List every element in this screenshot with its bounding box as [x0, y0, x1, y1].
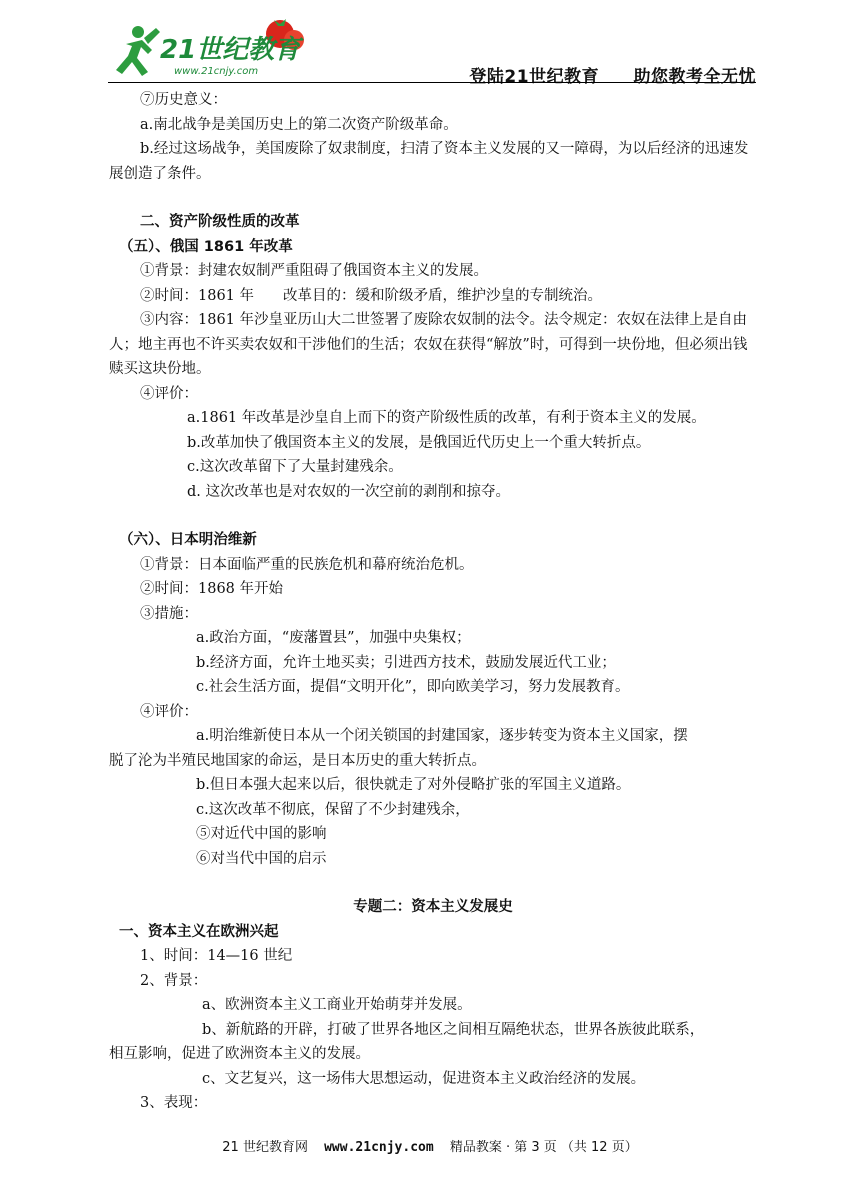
text-line: ⑦历史意义：: [140, 92, 227, 108]
text-line: 3、表现：: [140, 1095, 208, 1111]
list-item-continuation: 相互影响，促进了欧洲资本主义的发展。: [109, 1046, 370, 1062]
list-item: c.这次改革不彻底，保留了不少封建残余，: [196, 801, 470, 818]
list-item: b.经济方面，允许土地买卖；引进西方技术，鼓励发展近代工业；: [196, 654, 616, 671]
list-item: ⑥对当代中国的启示: [196, 850, 327, 867]
text-line: 1、时间：14—16 世纪: [140, 948, 293, 964]
list-item: b、新航路的开辟，打破了世界各地区之间相互隔绝状态，世界各族彼此联系，: [202, 1021, 705, 1038]
text-paragraph: b.经过这场战争，美国废除了奴隶制度，扫清了资本主义发展的又一障碍，为以后经济的迅速发展创造了条件。: [109, 141, 749, 182]
list-item: c.社会生活方面，提倡“文明开化”，即向欧美学习，努力发展教育。: [196, 679, 630, 695]
list-item: d. 这次改革也是对农奴的一次空前的剥削和掠夺。: [187, 483, 510, 500]
list-item: a.政治方面，“废藩置县”，加强中央集权；: [196, 630, 471, 646]
header-slogan: [469, 62, 756, 87]
running-figure-icon: [116, 26, 160, 76]
page-header: [108, 10, 756, 86]
logo-text: 21世纪教育: [160, 35, 301, 65]
text-paragraph: ③内容：1861 年沙皇亚历山大二世签署了废除农奴制的法令。法令规定：农奴在法律上是自由人；地主再也不许买卖农奴和干涉他们的生活；农奴在获得“解放”时，可得到一块份地，但必须出钱赎买这块份地。: [109, 312, 748, 377]
page-footer: [0, 1136, 860, 1155]
list-item-continuation: 脱了沦为半殖民地国家的命运，是日本历史的重大转折点。: [109, 752, 486, 769]
text-line: ①背景：封建农奴制严重阻碍了俄国资本主义的发展。: [140, 263, 488, 279]
text-line: 2、背景：: [140, 972, 208, 989]
topic-title: 专题二：资本主义发展史: [353, 899, 513, 915]
site-logo: [108, 10, 308, 86]
text-line: ④评价：: [140, 385, 198, 402]
slogan-help: 助您教考全无忧: [633, 67, 756, 87]
section-heading: 二、资产阶级性质的改革: [140, 214, 300, 230]
text-line: a.南北战争是美国历史上的第二次资产阶级革命。: [140, 116, 458, 133]
subsection-heading: （六）、日本明治维新: [119, 532, 257, 548]
list-item: c.这次改革留下了大量封建残余。: [187, 459, 403, 475]
section-heading: 一、资本主义在欧洲兴起: [119, 923, 279, 940]
subsection-heading: （五）、俄国 1861 年改革: [119, 238, 293, 255]
document-body: [109, 88, 757, 1116]
text-line: ④评价：: [140, 703, 198, 720]
list-item: a.1861 年改革是沙皇自上而下的资产阶级性质的改革，有利于资本主义的发展。: [187, 410, 706, 426]
list-item: c、文艺复兴，这一场伟大思想运动，促进资本主义政治经济的发展。: [202, 1070, 646, 1087]
footer-url[interactable]: www.21cnjy.com: [324, 1140, 434, 1155]
text-line: ③措施：: [140, 605, 198, 622]
text-line: ②时间：1868 年开始: [140, 581, 284, 597]
logo-url: www.21cnjy.com: [174, 66, 259, 77]
list-item: b.改革加快了俄国资本主义的发展，是俄国近代历史上一个重大转折点。: [187, 434, 651, 451]
list-item: a、欧洲资本主义工商业开始萌芽并发展。: [202, 997, 472, 1013]
header-divider: [108, 82, 756, 83]
footer-site: 21 世纪教育网: [222, 1140, 308, 1155]
footer-page-info: 精品教案 · 第 3 页 （共 12 页）: [449, 1140, 638, 1155]
list-item: a.明治维新使日本从一个闭关锁国的封建国家，逐步转变为资本主义国家，摆: [196, 728, 688, 744]
list-item: ⑤对近代中国的影响: [196, 826, 327, 842]
slogan-login: 登陆21世纪教育: [469, 67, 600, 87]
list-item: b.但日本强大起来以后，很快就走了对外侵略扩张的军国主义道路。: [196, 777, 631, 793]
text-line: ②时间：1861 年 改革目的：缓和阶级矛盾，维护沙皇的专制统治。: [140, 287, 603, 304]
text-line: ①背景：日本面临严重的民族危机和幕府统治危机。: [140, 556, 474, 573]
